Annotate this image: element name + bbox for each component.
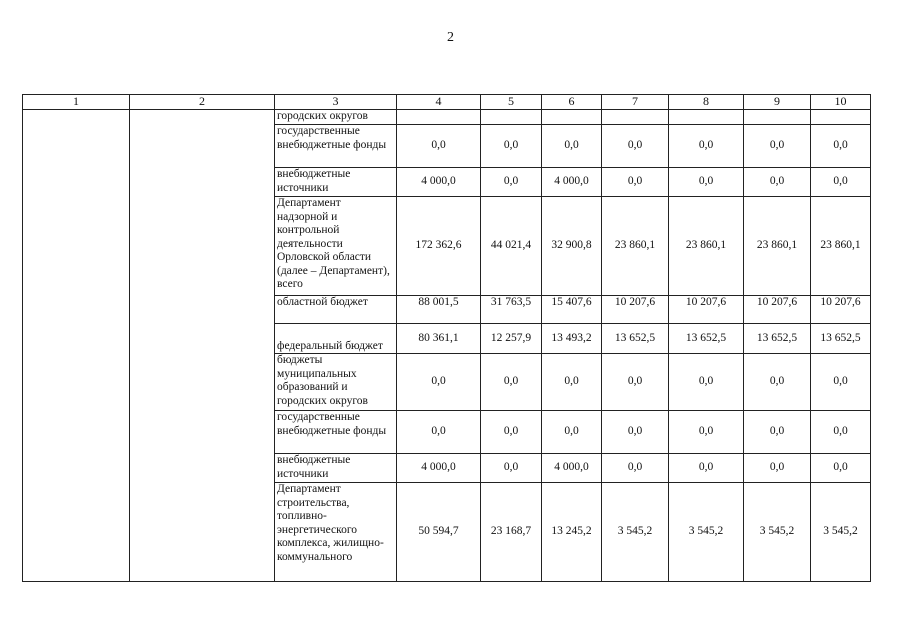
value-cell: 0,0 [397,354,481,411]
value-cell: 10 207,6 [669,296,744,324]
value-cell: 0,0 [744,168,811,197]
row-name: федеральный бюджет [275,324,397,354]
value-cell: 0,0 [811,411,871,454]
value-cell: 0,0 [811,125,871,168]
value-cell: 0,0 [744,354,811,411]
header-cell: 3 [275,95,397,110]
value-cell: 0,0 [744,454,811,483]
header-cell: 1 [23,95,130,110]
value-cell: 15 407,6 [542,296,602,324]
value-cell: 3 545,2 [811,483,871,582]
value-cell: 0,0 [397,125,481,168]
value-cell: 0,0 [397,411,481,454]
value-cell: 10 207,6 [602,296,669,324]
row-name: государственные внебюджетные фонды [275,125,397,168]
value-cell: 3 545,2 [744,483,811,582]
row-name: Департамент надзорной и контрольной деятельности Орловской области (далее – Департамент), всего [275,197,397,296]
value-cell: 4 000,0 [397,454,481,483]
value-cell: 23 860,1 [744,197,811,296]
value-cell: 12 257,9 [481,324,542,354]
row-name: внебюджетные источники [275,454,397,483]
header-cell: 10 [811,95,871,110]
page-number: 2 [447,30,454,45]
value-cell: 80 361,1 [397,324,481,354]
value-cell [602,110,669,125]
value-cell: 31 763,5 [481,296,542,324]
header-cell: 2 [130,95,275,110]
value-cell: 13 652,5 [669,324,744,354]
value-cell: 0,0 [602,125,669,168]
value-cell [669,110,744,125]
value-cell: 10 207,6 [744,296,811,324]
header-cell: 4 [397,95,481,110]
value-cell: 23 860,1 [669,197,744,296]
value-cell: 0,0 [481,354,542,411]
row-name: городских округов [275,110,397,125]
value-cell: 0,0 [481,168,542,197]
row-name: Департамент строительства, топливно-энергетического комплекса, жилищно-коммунального [275,483,397,582]
value-cell: 4 000,0 [397,168,481,197]
value-cell: 0,0 [811,454,871,483]
value-cell: 88 001,5 [397,296,481,324]
value-cell: 13 652,5 [744,324,811,354]
value-cell: 13 652,5 [811,324,871,354]
value-cell: 4 000,0 [542,454,602,483]
value-cell: 4 000,0 [542,168,602,197]
value-cell: 0,0 [602,454,669,483]
budget-table [22,94,871,582]
value-cell: 13 493,2 [542,324,602,354]
value-cell: 3 545,2 [669,483,744,582]
value-cell: 0,0 [811,354,871,411]
value-cell: 0,0 [669,125,744,168]
header-row [23,95,871,110]
value-cell [481,110,542,125]
value-cell: 0,0 [744,125,811,168]
header-cell: 5 [481,95,542,110]
value-cell: 23 860,1 [811,197,871,296]
value-cell: 0,0 [542,354,602,411]
table-row [23,110,871,125]
value-cell: 50 594,7 [397,483,481,582]
column-1-cell [23,110,130,582]
header-cell: 7 [602,95,669,110]
value-cell: 0,0 [481,411,542,454]
value-cell: 0,0 [481,125,542,168]
row-name: бюджеты муниципальных образований и городских округов [275,354,397,411]
value-cell: 0,0 [481,454,542,483]
value-cell: 172 362,6 [397,197,481,296]
row-name: внебюджетные источники [275,168,397,197]
value-cell: 3 545,2 [602,483,669,582]
header-cell: 6 [542,95,602,110]
value-cell: 0,0 [602,168,669,197]
column-2-cell [130,110,275,582]
value-cell: 0,0 [669,354,744,411]
value-cell: 23 168,7 [481,483,542,582]
row-name: областной бюджет [275,296,397,324]
value-cell: 23 860,1 [602,197,669,296]
header-cell: 9 [744,95,811,110]
value-cell: 0,0 [602,354,669,411]
value-cell [542,110,602,125]
row-name: государственные внебюджетные фонды [275,411,397,454]
value-cell: 0,0 [602,411,669,454]
value-cell: 13 652,5 [602,324,669,354]
value-cell: 0,0 [669,411,744,454]
value-cell: 0,0 [542,125,602,168]
value-cell: 44 021,4 [481,197,542,296]
value-cell: 13 245,2 [542,483,602,582]
value-cell: 0,0 [542,411,602,454]
value-cell: 0,0 [669,454,744,483]
value-cell: 32 900,8 [542,197,602,296]
header-cell: 8 [669,95,744,110]
value-cell: 0,0 [669,168,744,197]
value-cell [811,110,871,125]
value-cell: 10 207,6 [811,296,871,324]
value-cell: 0,0 [744,411,811,454]
value-cell [744,110,811,125]
value-cell: 0,0 [811,168,871,197]
value-cell [397,110,481,125]
